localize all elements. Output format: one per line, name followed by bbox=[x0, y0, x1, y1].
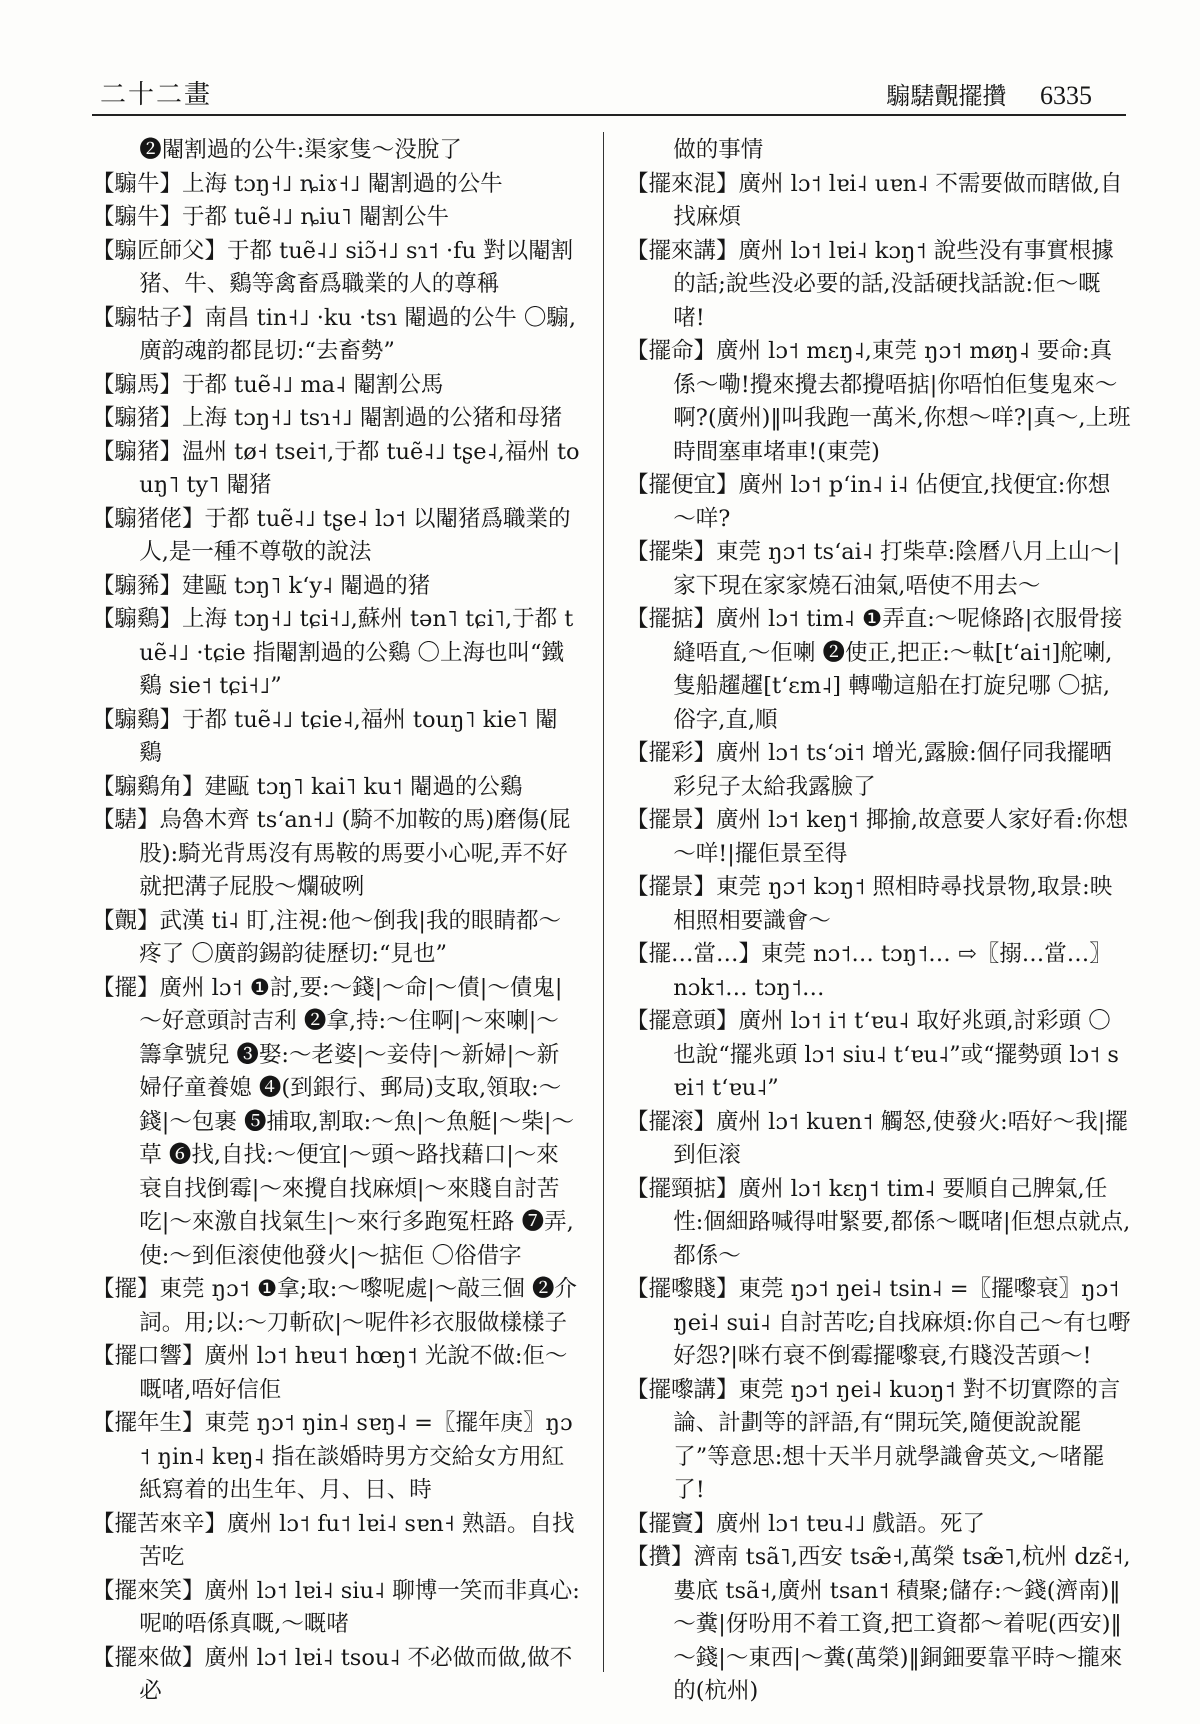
entry: 【擺…當…】東莞 nɔ˦… tɔŋ˦… ⇨〖搦…當…〗 nɔk˦… tɔŋ˦… bbox=[626, 941, 1112, 1001]
entry: 【擺來講】廣州 lɔ˦ lɐi˨ kɔŋ˦ 說些没有事實根據的話;說些没必要的話,没話硬找話說:佢～嘅啫! bbox=[626, 237, 1114, 331]
entry: 【騸豨】建甌 tɔŋ˥ kʻy˨ 閹過的猪 bbox=[92, 572, 431, 599]
entry: 【騸牯子】南昌 tin˧˩ ·ku ·tsɿ 閹過的公牛 〇騸,廣韵魂韵都昆切:“去畜勢” bbox=[92, 304, 577, 364]
page-number: 6335 bbox=[1040, 81, 1092, 110]
entry: 【擺竇】廣州 lɔ˦ tɐu˨˩ 戲語。死了 bbox=[626, 1510, 985, 1537]
entry: 【騸鷄角】建甌 tɔŋ˥ kai˥ ku˦ 閹過的公鷄 bbox=[92, 773, 523, 800]
entry: 【擺來笑】廣州 lɔ˦ lɐi˨ siu˨ 聊博一笑而非真心:呢啲唔係真嘅,～嘅啫 bbox=[92, 1577, 580, 1637]
entry: 【攢】濟南 tsã˥,西安 tsæ̃˧,萬榮 tsæ̃˥,杭州 dzɛ̃˧,婁底 tsã˧,廣州 tsan˦ 積聚;儲存:～錢(濟南)‖～糞|伢吩用不着工資,把工資都～着呢(西安)‖～錢|～東西|～糞(萬榮)‖銅鈿要靠平時～攏來的(杭州) bbox=[626, 1544, 1131, 1704]
headword-range bbox=[886, 76, 1092, 111]
column-divider bbox=[603, 132, 604, 1672]
entry: 【擺滚】廣州 lɔ˦ kuɐn˦ 觸怒,使發火:唔好～我|擺到佢滚 bbox=[626, 1108, 1128, 1168]
entry: 【擺柴】東莞 ŋɔ˦ tsʻai˨ 打柴草:陰曆八月上山～|家下現在家家燒石油氣,唔使不用去～ bbox=[626, 539, 1121, 599]
right-column bbox=[626, 134, 1132, 1709]
entry: 【擺意頭】廣州 lɔ˦ i˦ tʻɐu˨ 取好兆頭,討彩頭 〇也說“擺兆頭 lɔ˦ siu˨ tʻɐu˨”或“擺勢頭 lɔ˦ sɐi˦ tʻɐu˨” bbox=[626, 1008, 1119, 1101]
entry: 【騸猪】上海 tɔŋ˧˩ tsɿ˧˩ 閹割過的公猪和母猪 bbox=[92, 405, 563, 431]
entry: 【擺命】廣州 lɔ˦ mɛŋ˨,東莞 ŋɔ˦ møŋ˨ 要命:真係～嘞!攪來攪去都攪唔掂|你唔怕佢隻鬼來～啊?(廣州)‖叫我跑一萬米,你想～咩?|真～,上班時間塞車堵車!(東莞) bbox=[626, 338, 1131, 465]
entry: 【擺苦來辛】廣州 lɔ˦ fu˦ lɐi˨ sɐn˧ 熟語。自找苦吃 bbox=[92, 1510, 575, 1570]
entry: 【擺】廣州 lɔ˦ ❶討,要:～錢|～命|～債|～債鬼|～好意頭討吉利 ❷拿,持:～住啊|～來喇|～籌拿號兒 ❸娶:～老婆|～妾侍|～新婦|～新婦仔童養媳 ❹(到銀行、郵局)支取,領取:～錢|～包裹 ❺捕取,割取:～魚|～魚艇|～柴|～草 ❻找,自找:～便宜|～頭～路找藉口|～來衰自找倒霉|～來攪自找麻煩|～來賤自討苦吃|～來激自找氣生|～來行多跑冤枉路 ❼弄,使:～到佢滚使他發火|～掂佢 〇俗借字 bbox=[92, 974, 574, 1269]
entry: 【擺嚟講】東莞 ŋɔ˦ ŋei˨ kuɔŋ˦ 對不切實際的言論、計劃等的評語,有“開玩笑,隨便說說罷了”等意思:想十天半月就學識會英文,～啫罷了! bbox=[626, 1376, 1121, 1503]
entry: 【擺景】廣州 lɔ˦ keŋ˦ 揶揄,故意要人家好看:你想～咩!|擺佢景至得 bbox=[626, 807, 1129, 867]
entry: 【擺便宜】廣州 lɔ˦ pʻin˨ i˨ 佔便宜,找便宜:你想～咩? bbox=[626, 472, 1111, 532]
entry: 【騸猪】温州 tø˧ tsei˦,于都 tuẽ˨˩ tʂe˨,福州 touŋ˥ ty˥ 閹猪 bbox=[92, 438, 580, 498]
entry: 【覿】武漢 ti˨ 盯,注視:他～倒我|我的眼睛都～疼了 〇廣韵錫韵徒歷切:“見也” bbox=[92, 907, 561, 967]
entry: 【擺】東莞 ŋɔ˦ ❶拿;取:～嚟呢處|～敲三個 ❷介詞。用;以:～刀斬砍|～呢件衫衣服做樣樣子 bbox=[92, 1276, 578, 1336]
section-title: 二十二畫 bbox=[100, 80, 213, 110]
entry: 【擺嚟賤】東莞 ŋɔ˦ ŋei˨ tsin˨ =〖擺嚟衰〗ŋɔ˦ ŋei˨ sui˨ 自討苦吃;自找麻煩:你自己～有乜嘢好怨?|咪冇衰不倒霉擺嚟衰,冇賤没苦頭～! bbox=[626, 1276, 1131, 1369]
entry: 【擺來做】廣州 lɔ˦ lɐi˨ tsou˨ 不必做而做,做不必 bbox=[92, 1644, 573, 1704]
entry: 【騞】烏魯木齊 tsʻan˧˩ (騎不加鞍的馬)磨傷(屁股):騎光背馬沒有馬鞍的馬要小心呢,弄不好就把溝子屁股～爛破咧 bbox=[92, 807, 571, 900]
headwords: 騸騞覿擺攢 bbox=[886, 82, 1007, 110]
entry: 【騸猪佬】于都 tuẽ˨˩ tʂe˨ lɔ˦ 以閹猪爲職業的人,是一種不尊敬的說法 bbox=[92, 505, 571, 565]
entry: 【擺口響】廣州 lɔ˦ hɐu˦ hœŋ˦ 光說不做:佢～嘅啫,唔好信佢 bbox=[92, 1343, 568, 1403]
entry: 【擺頸掂】廣州 lɔ˦ kɛŋ˦ tim˨ 要順自己脾氣,任性:個細路喊得咁緊要,都係～嘅啫|佢想点就点,都係～ bbox=[626, 1175, 1131, 1269]
entry: 【騸牛】上海 tɔŋ˧˩ ȵiɤ˧˩ 閹割過的公牛 bbox=[92, 170, 503, 197]
entry: 【騸馬】于都 tuẽ˨˩ ma˨ 閹割公馬 bbox=[92, 371, 444, 398]
left-column bbox=[92, 134, 580, 1709]
entry: 【騸匠師父】于都 tuẽ˨˩ siɔ̃˧˩ sɿ˦ ·fu 對以閹割猪、牛、鷄等禽畜爲職業的人的尊稱 bbox=[92, 237, 574, 297]
entry: 【擺年生】東莞 ŋɔ˦ ŋin˨ sɐŋ˨ =〖擺年庚〗ŋɔ˦ ŋin˨ kɐŋ˨ 指在談婚時男方交給女方用紅紙寫着的出生年、月、日、時 bbox=[92, 1410, 573, 1503]
entry: 【騸鷄】于都 tuẽ˨˩ tɕie˨,福州 touŋ˥ kie˥ 閹鷄 bbox=[92, 706, 558, 766]
running-head bbox=[92, 66, 1126, 116]
entry: ❷閹割過的公牛:渠家隻～没脫了 bbox=[139, 137, 462, 163]
entry: 【擺來混】廣州 lɔ˦ lɐi˨ uɐn˨ 不需要做而瞎做,自找麻煩 bbox=[626, 170, 1123, 230]
entry: 【擺掂】廣州 lɔ˦ tim˨ ❶弄直:～呢條路|衣服骨接縫唔直,～佢喇 ❷使正,把正:～軚[tʻai˦]舵喇,隻船趯趯[tʻɛm˨] 轉嘞這船在打旋兒哪 〇掂,俗字,直,順 bbox=[626, 606, 1123, 733]
entry: 【騸鷄】上海 tɔŋ˧˩ tɕi˧˩,蘇州 tən˥ tɕi˥,于都 tuẽ˨˩ ·tɕie 指閹割過的公鷄 〇上海也叫“鐵鷄 sie˦ tɕi˧˩” bbox=[92, 606, 574, 699]
entry: 【騸牛】于都 tuẽ˨˩ ȵiu˥ 閹割公牛 bbox=[92, 204, 449, 230]
entry: 做的事情 bbox=[673, 137, 764, 163]
entry: 【擺景】東莞 ŋɔ˦ kɔŋ˦ 照相時尋找景物,取景:映相照相要識會～ bbox=[626, 874, 1113, 934]
entry: 【擺彩】廣州 lɔ˦ tsʻɔi˦ 增光,露臉:個仔同我擺晒彩兒子太給我露臉了 bbox=[626, 740, 1112, 800]
